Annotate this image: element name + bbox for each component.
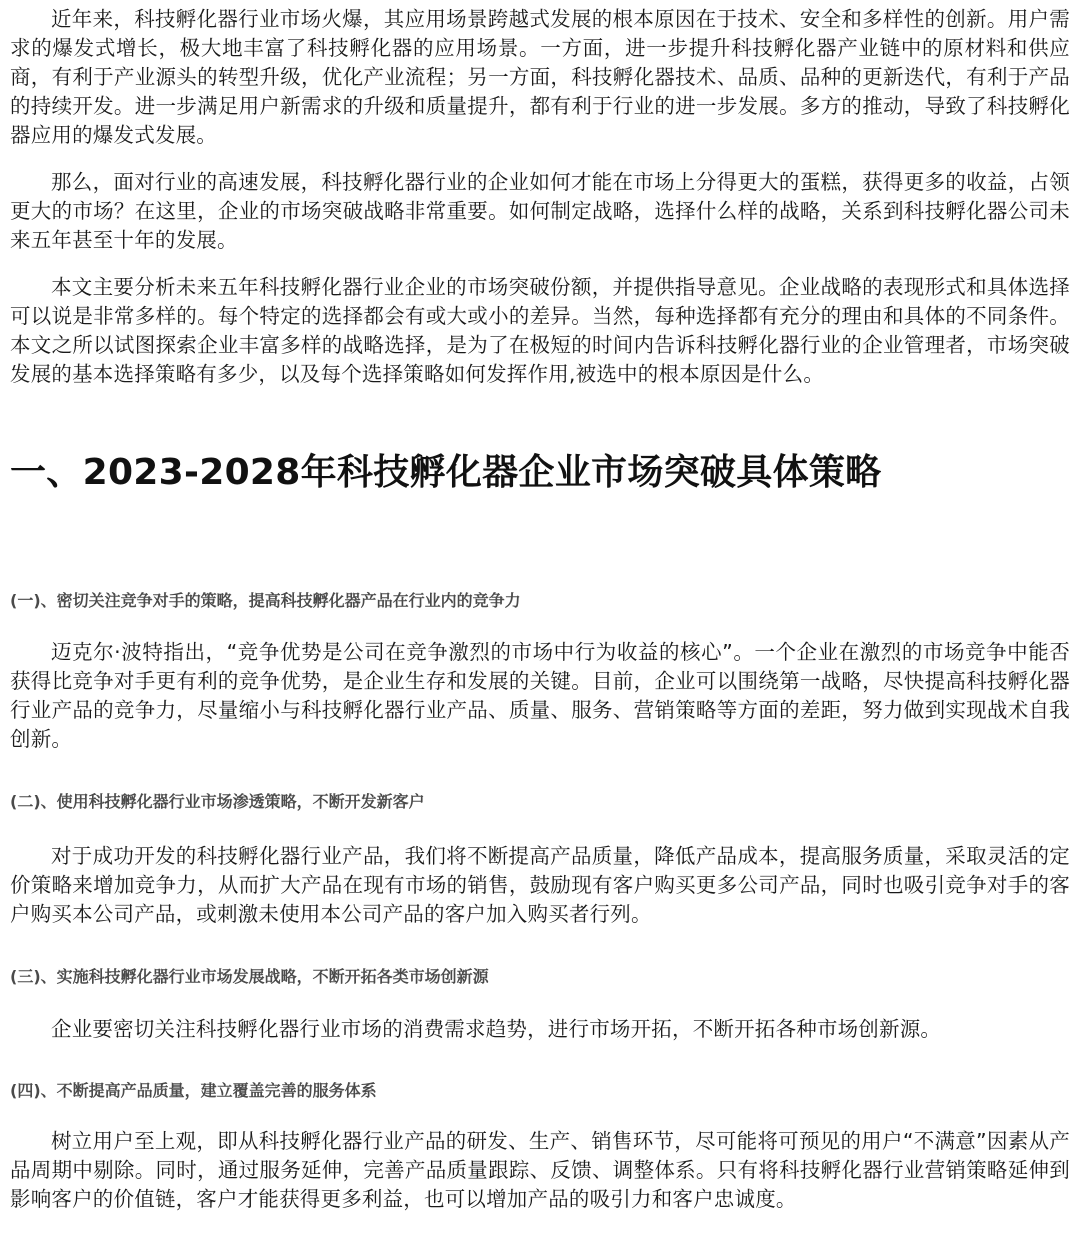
subsection-heading-3: (三)、实施科技孵化器行业市场发展战略，不断开拓各类市场创新源 — [10, 967, 489, 986]
subsection-heading-2: (二)、使用科技孵化器行业市场渗透策略，不断开发新客户 — [10, 792, 425, 811]
subsection-body-3: 企业要密切关注科技孵化器行业市场的消费需求趋势，进行市场开拓，不断开拓各种市场创新源。 — [51, 1017, 942, 1041]
subsection-heading-1: (一)、密切关注竞争对手的策略，提高科技孵化器产品在行业内的竞争力 — [10, 591, 521, 610]
subsection-heading-4: (四)、不断提高产品质量，建立覆盖完善的服务体系 — [10, 1081, 377, 1100]
intro-paragraph-2: 那么，面对行业的高速发展，科技孵化器行业的企业如何才能在市场上分得更大的蛋糕，获得更多的收益，占领更大的市场？在这里，企业的市场突破战略非常重要。如何制定战略，选择什么样的战略，关系到科技孵化器公司未来五年甚至十年的发展。 — [10, 170, 1070, 252]
subsection-body-1: 迈克尔·波特指出，“竞争优势是公司在竞争激烈的市场中行为收益的核心”。一个企业在激烈的市场竞争中能否获得比竞争对手更有利的竞争优势，是企业生存和发展的关键。目前，企业可以围绕第一战略，尽快提高科技孵化器行业产品的竞争力，尽量缩小与科技孵化器行业产品、质量、服务、营销策略等方面的差距，努力做到实现战术自我创新。 — [10, 640, 1070, 751]
section-heading: 一、2023-2028年科技孵化器企业市场突破具体策略 — [10, 452, 882, 493]
intro-paragraph-1: 近年来，科技孵化器行业市场火爆，其应用场景跨越式发展的根本原因在于技术、安全和多样性的创新。用户需求的爆发式增长，极大地丰富了科技孵化器的应用场景。一方面，进一步提升科技孵化器产业链中的原材料和供应商，有利于产业源头的转型升级，优化产业流程；另一方面，科技孵化器技术、品质、品种的更新迭代，有利于产品的持续开发。进一步满足用户新需求的升级和质量提升，都有利于行业的进一步发展。多方的推动，导致了科技孵化器应用的爆发式发展。 — [10, 7, 1070, 147]
subsection-body-2: 对于成功开发的科技孵化器行业产品，我们将不断提高产品质量，降低产品成本，提高服务质量，采取灵活的定价策略来增加竞争力，从而扩大产品在现有市场的销售，鼓励现有客户购买更多公司产品，同时也吸引竞争对手的客户购买本公司产品，或刺激未使用本公司产品的客户加入购买者行列。 — [10, 844, 1070, 926]
intro-paragraph-3: 本文主要分析未来五年科技孵化器行业企业的市场突破份额，并提供指导意见。企业战略的表现形式和具体选择可以说是非常多样的。每个特定的选择都会有或大或小的差异。当然，每种选择都有充分的理由和具体的不同条件。本文之所以试图探索企业丰富多样的战略选择，是为了在极短的时间内告诉科技孵化器行业的企业管理者，市场突破发展的基本选择策略有多少，以及每个选择策略如何发挥作用,被选中的根本原因是什么。 — [10, 275, 1070, 386]
subsection-body-4: 树立用户至上观，即从科技孵化器行业产品的研发、生产、销售环节，尽可能将可预见的用户“不满意”因素从产品周期中剔除。同时，通过服务延伸，完善产品质量跟踪、反馈、调整体系。只有将科技孵化器行业营销策略延伸到影响客户的价值链，客户才能获得更多利益，也可以增加产品的吸引力和客户忠诚度。 — [10, 1129, 1070, 1211]
